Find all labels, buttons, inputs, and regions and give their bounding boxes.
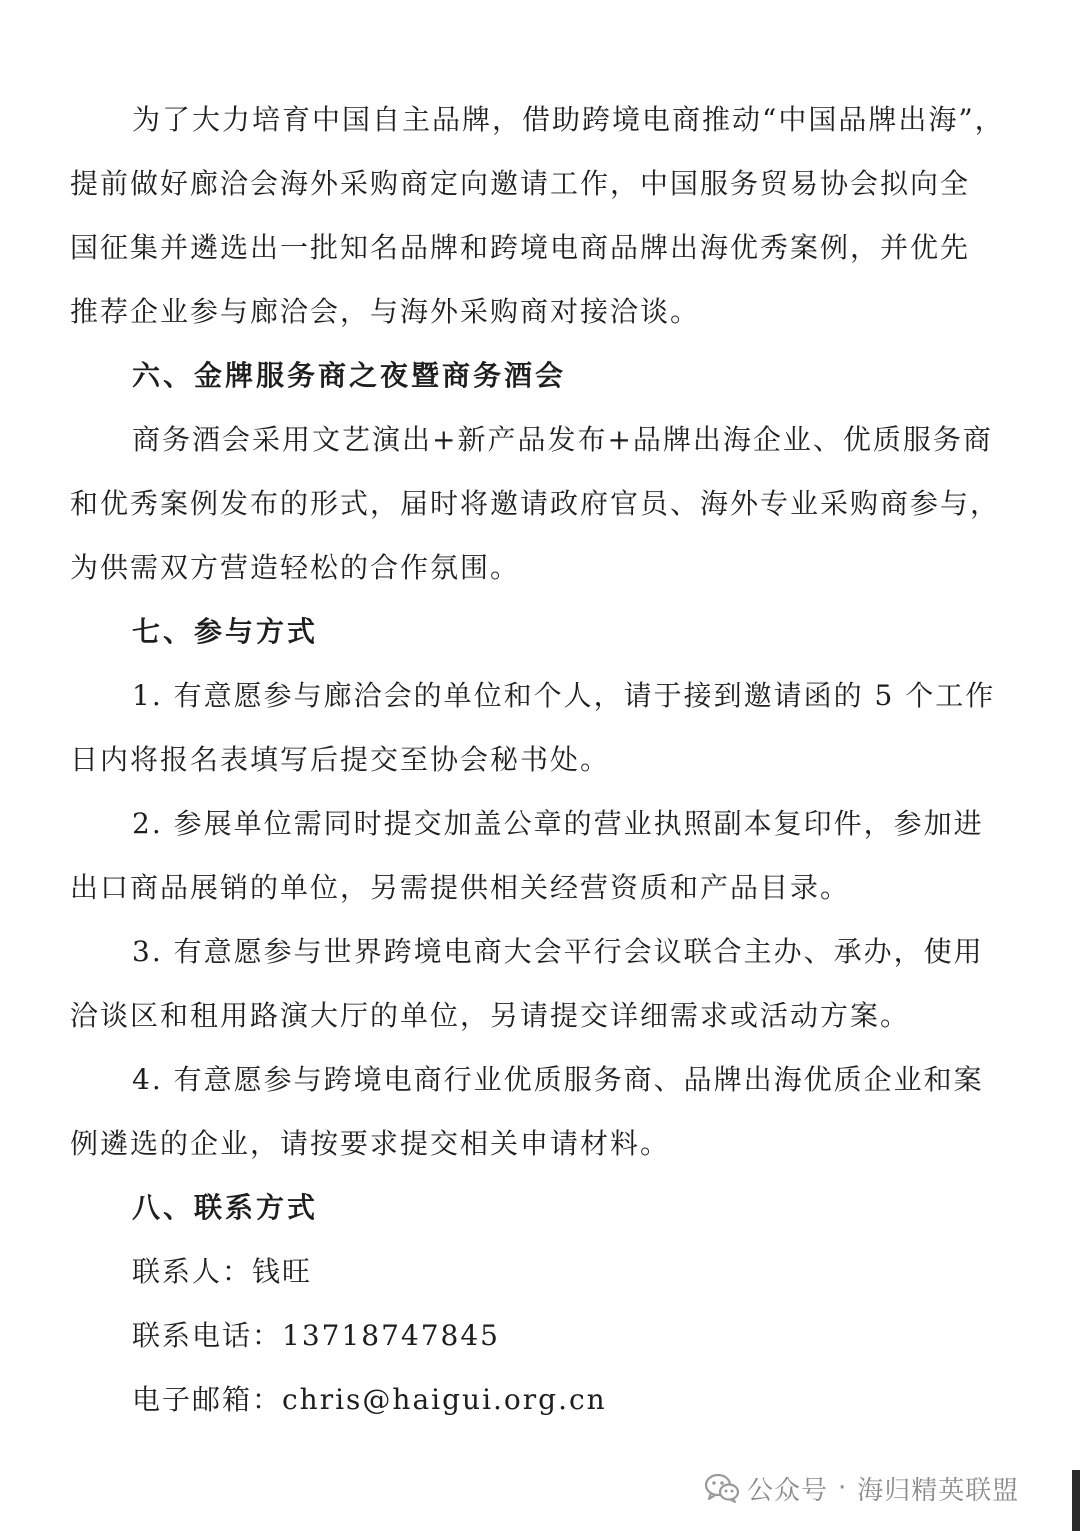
contact-person: 联系人：钱旺 — [132, 1255, 313, 1288]
list-item: 2. 参展单位需同时提交加盖公章的营业执照副本复印件，参加进 — [132, 807, 984, 840]
paragraph-line: 为了大力培育中国自主品牌，借助跨境电商推动“中国品牌出海”， — [132, 103, 1005, 136]
contact-phone: 联系电话：13718747845 — [132, 1319, 500, 1352]
section-heading-6: 六、金牌服务商之夜暨商务酒会 — [132, 359, 567, 392]
list-item: 日内将报名表填写后提交至协会秘书处。 — [70, 743, 611, 776]
paragraph-line: 国征集并遴选出一批知名品牌和跨境电商品牌出海优秀案例，并优先 — [70, 231, 971, 264]
paragraph-line: 为供需双方营造轻松的合作氛围。 — [70, 551, 521, 584]
wechat-icon — [705, 1473, 739, 1503]
paragraph-line: 商务酒会采用文艺演出+新产品发布+品牌出海企业、优质服务商 — [132, 423, 993, 456]
list-item: 3. 有意愿参与世界跨境电商大会平行会议联合主办、承办，使用 — [132, 935, 984, 968]
list-item: 4. 有意愿参与跨境电商行业优质服务商、品牌出海优质企业和案 — [132, 1063, 984, 1096]
paragraph-line: 提前做好廊洽会海外采购商定向邀请工作，中国服务贸易协会拟向全 — [70, 167, 971, 200]
list-item: 1. 有意愿参与廊洽会的单位和个人，请于接到邀请函的 5 个工作 — [132, 679, 996, 712]
paragraph-line: 推荐企业参与廊洽会，与海外采购商对接洽谈。 — [70, 295, 701, 328]
list-item: 出口商品展销的单位，另需提供相关经营资质和产品目录。 — [70, 871, 851, 904]
page-edge-divider — [1072, 1470, 1080, 1531]
wechat-watermark — [705, 1468, 1019, 1508]
contact-email: 电子邮箱：chris@haigui.org.cn — [132, 1383, 607, 1416]
section-heading-7: 七、参与方式 — [132, 615, 319, 648]
watermark-account: 海归精英联盟 — [857, 1475, 1020, 1506]
list-item: 例遴选的企业，请按要求提交相关申请材料。 — [70, 1127, 671, 1160]
watermark-label: 公众号 — [747, 1475, 829, 1506]
paragraph-line: 和优秀案例发布的形式，届时将邀请政府官员、海外专业采购商参与， — [70, 487, 1001, 520]
watermark-separator: · — [838, 1473, 848, 1503]
list-item: 洽谈区和租用路演大厅的单位，另请提交详细需求或活动方案。 — [70, 999, 911, 1032]
section-heading-8: 八、联系方式 — [132, 1191, 319, 1224]
